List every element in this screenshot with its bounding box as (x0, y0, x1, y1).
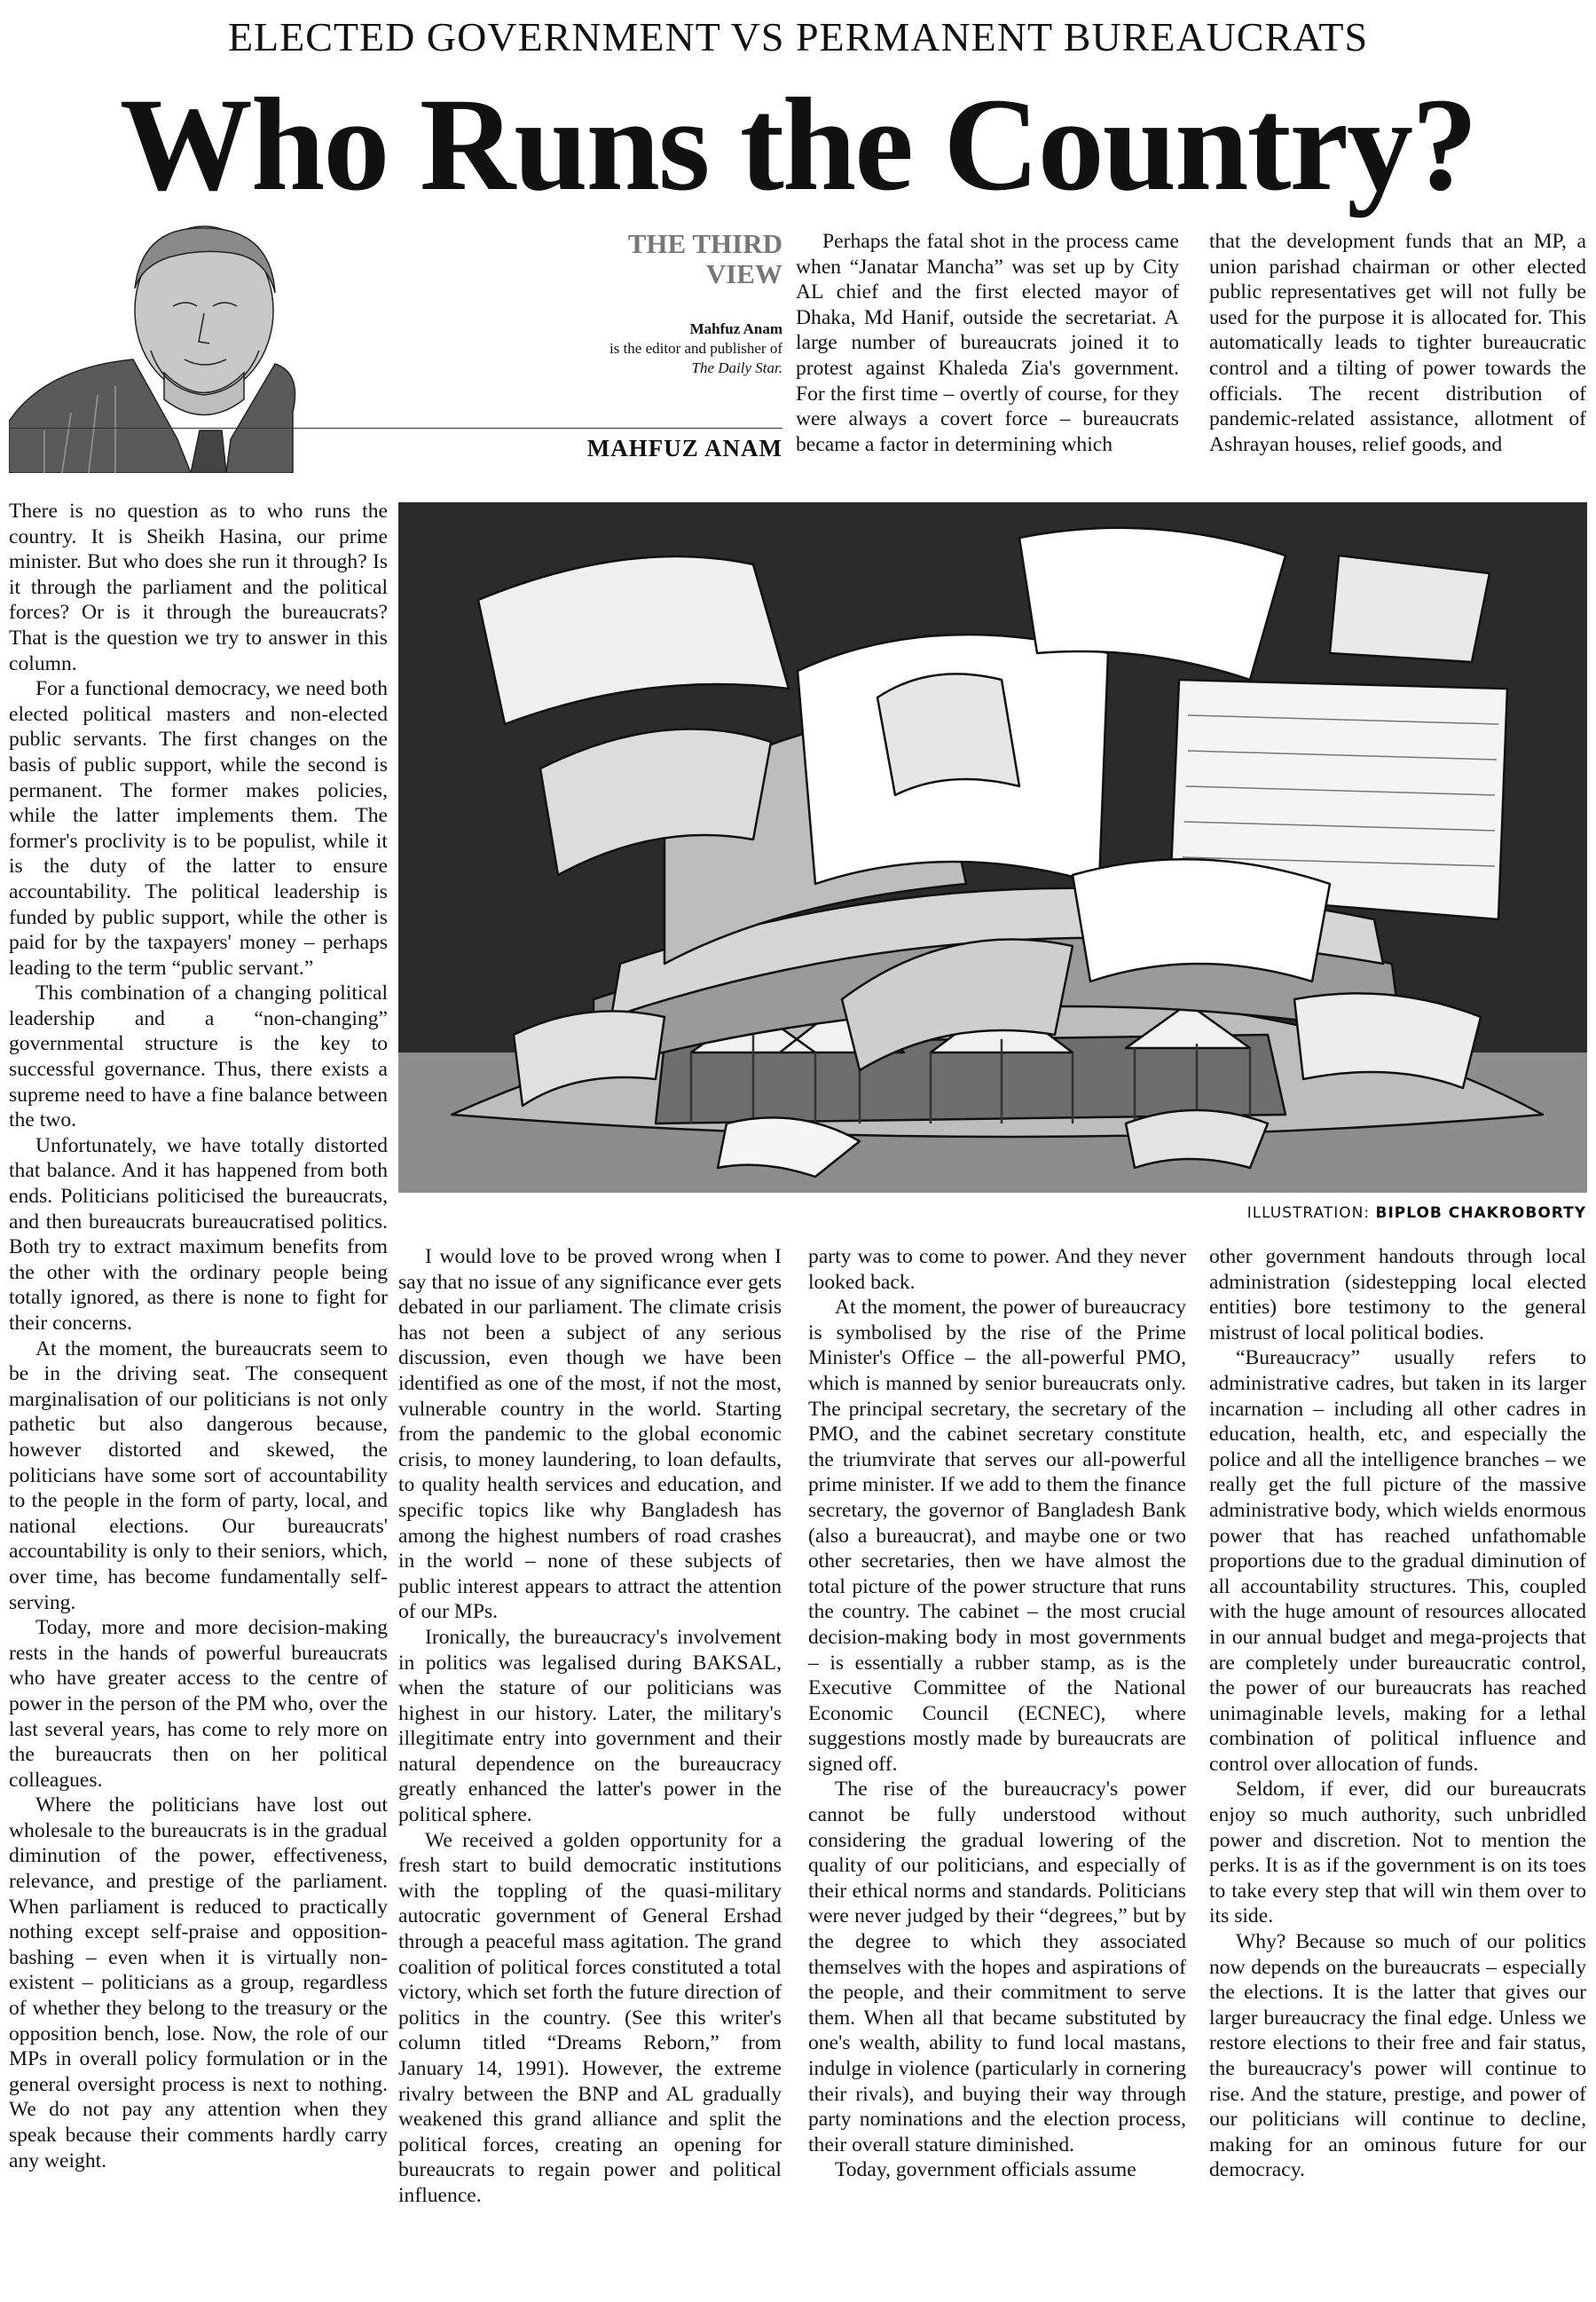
paragraph: Seldom, if ever, did our bureaucrats enjoy so much authority, such unbridled power and discretion. Not to mention the perks. It is as if the government is on its toes to take every step that will win them over to its side. (1209, 1778, 1586, 1928)
paragraph: “Bureaucracy” usually refers to administrative cadres, but taken in its larger incarnation – including all other cadres in education, health, etc, and especially the police and all the intelligence branches – we really get the full picture of the massive administrative body, which wields enormous power that has reached unfathomable proportions due to the gradual diminution of all accountability structures. This, coupled with the huge amount of resources allocated in our annual budget and mega-projects that are completely under bureaucratic control, the power of our bureaucrats has reached unimaginable levels, making for a lethal combination of political influence and control over allocation of funds. (1209, 1346, 1586, 1776)
paragraph: I would love to be proved wrong when I say that no issue of any significance ever gets debated in our parliament. The climate crisis has not been a subject of any serious discussion, even though we have been identified as one of the most, if not the most, vulnerable country in the world. Starting from the pandemic to the global economic crisis, to money laundering, to loan defaults, to quality health services and education, and specific topics like why Bangladesh has among the highest numbers of road crashes in the world – none of these subjects of public interest appears to attract the attention of our MPs. (398, 1245, 782, 1624)
article-column-3-top (1209, 229, 1586, 477)
paragraph: Perhaps the fatal shot in the process came when “Janatar Mancha” was set up by City AL chief and the first elected mayor of Dhaka, Md Hanif, outside the secretariat. A large number of bureaucrats joined it to protest against Khaleda Zia's government. For the first time – overtly of course, for they were always a covert force – bureaucrats became a factor in determining which (796, 230, 1179, 456)
author-bio-name: Mahfuz Anam (689, 320, 782, 337)
paragraph: Where the politicians have lost out wholesale to the bureaucrats is in the gradual diminution of the power, effectiveness, relevance, and prestige of the parliament. When parliament is reduced to practically nothing except self-praise and opposition-bashing – even when it is virtually non-existent – politicians as a group, regardless of whether they belong to the treasury or the opposition bench, lose. Now, the role of our MPs in overall policy formulation or in the general oversight process is next to nothing. We do not pay any attention when they speak because their comments hardly carry any weight. (9, 1794, 388, 2172)
illustration-credit (887, 1204, 1586, 1222)
author-bio-paper: The Daily Star. (691, 359, 782, 376)
illustration-paper-pile (398, 502, 1587, 1193)
paragraph: Ironically, the bureaucracy's involvement in politics was legalised during BAKSAL, when the stature of our politicians was highest in our history. Later, the military's illegitimate entry into government and their natural dependence on the bureaucracy greatly enhanced the latter's power in the political sphere. (398, 1625, 782, 1827)
paragraph: This combination of a changing political leadership and a “non-changing” governmental structure is the key to successful governance. Thus, there exists a supreme need to have a fine balance between the two. (9, 982, 388, 1132)
paragraph: other government handouts through local administration (sidestepping local elected entities) bore testimony to the general mistrust of local political bodies. (1209, 1245, 1586, 1344)
paragraph: There is no question as to who runs the country. It is Sheikh Hasina, our prime minister. But who does she run it through? Is it through the parliament and the political forces? Or is it through the bureaucrats? That is the question we try to answer in this column. (9, 500, 388, 675)
paragraph: Today, government officials assume (835, 2158, 1136, 2182)
column-series-label (461, 229, 782, 289)
paragraph: party was to come to power. And they never looked back. (808, 1245, 1186, 1294)
byline: MAHFUZ ANAM (586, 435, 782, 461)
article-column-3-bottom (808, 1244, 1186, 2296)
author-bio-desc: is the editor and publisher of (609, 340, 782, 357)
article-column-1 (9, 499, 388, 2296)
article-column-2-bottom (398, 1244, 782, 2296)
paragraph: At the moment, the bureaucrats seem to be in the driving seat. The consequent marginalisation of our politicians is not only pathetic but also dangerous because, however distorted and skewed, the politicians have some sort of accountability to the people in the form of party, local, and national elections. Our bureaucrats' accountability is only to their seniors, which, over time, has become fundamentally self-serving. (9, 1336, 388, 1614)
paragraph: Why? Because so much of our politics now depends on the bureaucrats – especially the elections. It is the latter that gives our larger bureaucracy the final edge. Unless we restore elections to their free and fair status, the bureaucracy's power will continue to rise. And the stature, prestige, and power of our politicians will continue to decline, making for an ominous future for our democracy. (1209, 1930, 1586, 2182)
headline: Who Runs the Country? (119, 71, 1477, 218)
credit-name: BIPLOB CHAKROBORTY (1375, 1204, 1586, 1222)
paragraph: We received a golden opportunity for a fresh start to build democratic institutions with the toppling of the quasi-military autocratic government of General Ershad through a peaceful mass agitation. The grand coalition of political forces constituted a total victory, which set forth the future direction of politics in the country. (See this writer's column titled “Dreams Reborn,” from January 14, 1991). However, the extreme rivalry between the BNP and AL gradually weakened this grand alliance and split the political forces, creating an opening for bureaucrats to regain power and political influence. (398, 1828, 782, 2207)
article-column-4-bottom (1209, 1244, 1586, 2296)
paragraph: Today, more and more decision-making rests in the hands of powerful bureaucrats who have greater access to the centre of power in the person of the PM who, over the last several years, has come to rely more on the bureaucrats then on her political colleagues. (9, 1616, 388, 1792)
author-portrait (9, 217, 399, 473)
kicker: ELECTED GOVERNMENT VS PERMANENT BUREAUCRATS (227, 14, 1369, 59)
series-line-1: THE THIRD (627, 228, 782, 259)
header-rule (9, 428, 782, 429)
paragraph: Unfortunately, we have totally distorted that balance. And it has happened from both ends. Politicians politicised the bureaucrats, and then bureaucrats bureaucratised politics. Both try to extract maximum benefits from the other with the ordinary people being totally ignored, as there is none to fight for their concerns. (9, 1133, 388, 1335)
paragraph: that the development funds that an MP, a union parishad chairman or other elected public representatives get will not fully be used for the purpose it is allocated for. This automatically leads to tighter bureaucratic control and a tilting of power towards the officials. The recent distribution of pandemic-related assistance, allotment of Ashrayan houses, relief goods, and (1209, 230, 1586, 456)
series-line-2: VIEW (705, 258, 782, 289)
paragraph: For a functional democracy, we need both elected political masters and non-elected public servants. The first changes on the basis of public support, while the second is permanent. The former makes policies, while the latter implements them. The former's proclivity is to be populist, while it is the duty of the latter to ensure accountability. The political leadership is funded by public support, while the other is paid for by the taxpayers' money – perhaps leading to the term “public servant.” (9, 677, 388, 980)
credit-label: ILLUSTRATION: (1246, 1204, 1371, 1222)
paragraph: At the moment, the power of bureaucracy is symbolised by the rise of the Prime Minister's Office – the all-powerful PMO, which is manned by senior bureaucrats only. The principal secretary, the secretary of the PMO, and the cabinet secretary constitute the triumvirate that serves our all-powerful prime minister. If we add to them the finance secretary, the governor of Bangladesh Bank (also a bureaucrat), and maybe one or two other secretaries, then we have almost the total picture of the power structure that runs the country. The cabinet – the most crucial decision-making body in most governments – is essentially a rubber stamp, as is the Executive Committee of the National Economic Council (ECNEC), where suggestions mostly made by bureaucrats are signed off. (808, 1296, 1186, 1776)
article-column-2-top (796, 229, 1179, 477)
author-bio (461, 339, 782, 378)
paragraph: The rise of the bureaucracy's power cannot be fully understood without considering the gradual lowering of the quality of our politicians, and especially of their ethical norms and standards. Politicians were never judged by their “degrees,” but by the degree to which they associated themselves with the hopes and aspirations of the people, and their commitment to serve them. When all that became substituted by one's wealth, ability to fund local mastans, indulge in violence (particularly in cornering their rivals), and buying their way through party nominations and the election process, their overall stature diminished. (808, 1778, 1186, 2156)
